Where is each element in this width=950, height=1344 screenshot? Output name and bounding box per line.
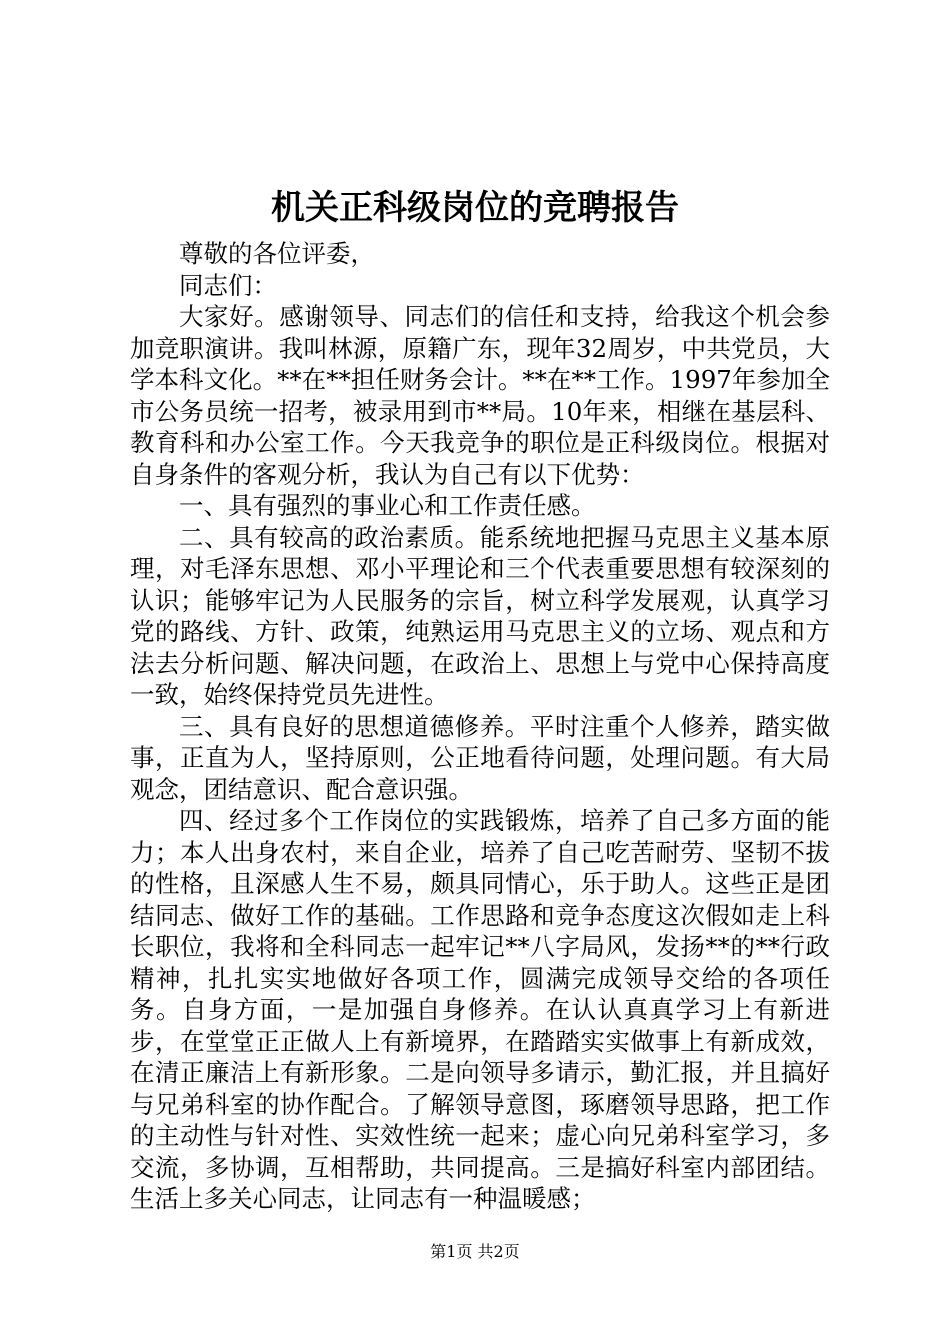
document-title: 机关正科级岗位的竞聘报告 (271, 188, 679, 228)
salutation-line: 尊敬的各位评委， (179, 239, 375, 268)
salutation-line: 同志们： (179, 270, 277, 300)
page-footer: 第1页 共2页 (430, 1242, 520, 1261)
paragraph: 四、经过多个工作岗位的实践锻炼，培养了自己多方面的能力；本人出身农村，来自企业，培养了自己吃苦耐劳、坚韧不拔的性格，且深感人生不易，颇具同情心，乐于助人。这些正是团结同志、做好工作的基础。工作思路和竞争态度这次假如走上科长职位，我将和全科同志一起牢记**八字局风，发扬**的**行政精神，扎扎实实地做好各项工作，圆满完成领导交给的各项任务。自身方面，一是加强自身修养。在认认真真学习上有新进步，在堂堂正正做人上有新境界，在踏踏实实做事上有新成效，在清正廉洁上有新形象。二是向领导多请示，勤汇报，并且搞好与兄弟科室的协作配合。了解领导意图，琢磨领导思路，把工作的主动性与针对性、实效性统一起来；虚心向兄弟科室学习，多交流，多协调，互相帮助，共同提高。三是搞好科室内部团结。生活上多关心同志，让同志有一种温暖感； (130, 806, 830, 1213)
document-body (130, 238, 830, 1215)
paragraph: 一、具有强烈的事业心和工作责任感。 (179, 491, 596, 520)
paragraph: 二、具有较高的政治素质。能系统地把握马克思主义基本原理，对毛泽东思想、邓小平理论和三个代表重要思想有较深刻的认识；能够牢记为人民服务的宗旨，树立科学发展观，认真学习党的路线、方针、政策，纯熟运用马克思主义的立场、观点和方法去分析问题、解决问题，在政治上、思想上与党中心保持高度一致，始终保持党员先进性。 (130, 522, 830, 709)
paragraph: 三、具有良好的思想道德修养。平时注重个人修养，踏实做事，正直为人，坚持原则，公正地看待问题，处理问题。有大局观念，团结意识、配合意识强。 (130, 711, 830, 804)
paragraph: 大家好。感谢领导、同志们的信任和支持，给我这个机会参加竞职演讲。我叫林源，原籍广东，现年32周岁，中共党员，大学本科文化。**在**担任财务会计。**在**工作。1997年参加全市公务员统一招考，被录用到市**局。10年来，相继在基层科、教育科和办公室工作。今天我竞争的职位是正科级岗位。根据对自身条件的客观分析，我认为自己有以下优势： (130, 302, 830, 489)
